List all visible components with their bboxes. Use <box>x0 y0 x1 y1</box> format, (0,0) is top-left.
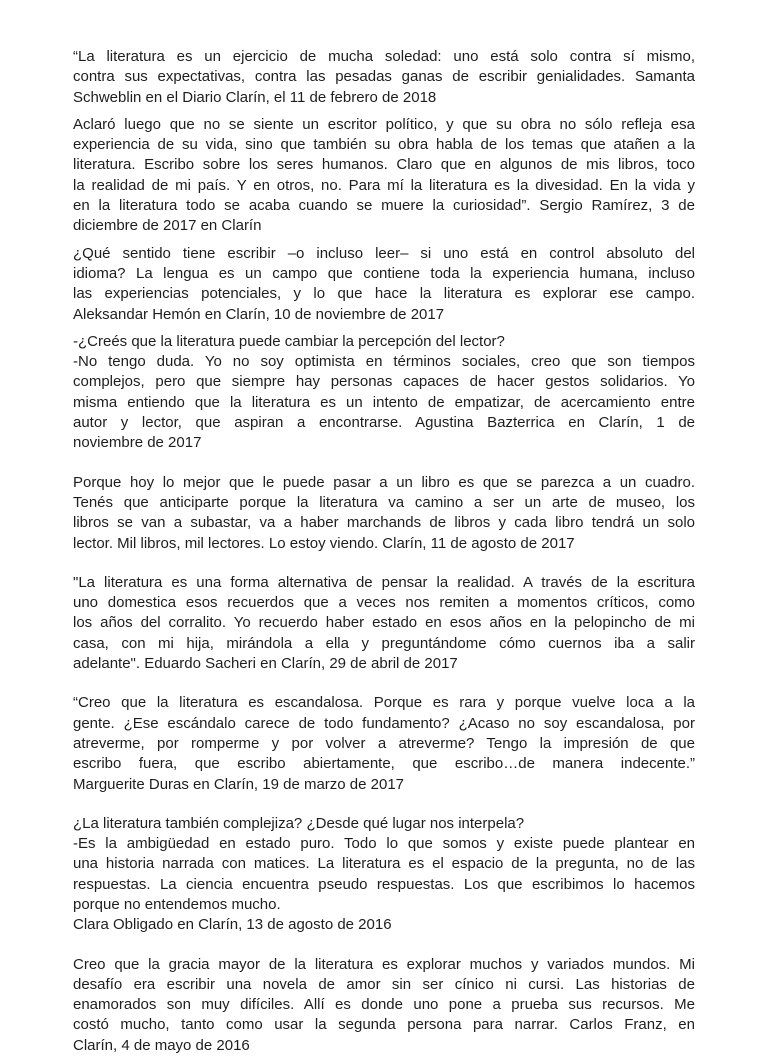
text-line: lector. Mil libros, mil lectores. Lo estoy viendo. Clarín, 11 de agosto de 2017 <box>73 534 575 552</box>
text-line: ¿La literatura también complejiza? ¿Desde qué lugar nos interpela? <box>73 814 525 832</box>
text-line: Aclaró luego que no se siente un escritor político, y que su obra no sólo refleja esa <box>73 115 695 133</box>
text-line: experiencia de su vida, sino que también su obra habla de los temas que atañen a la <box>73 136 695 154</box>
text-line: desafío era escribir una novela de amor sin ser cínico ni cursi. Las historias de <box>73 975 695 993</box>
text-line: libros se van a subastar, va a haber marchands de libros y cada libro tendrá un solo <box>73 514 695 532</box>
text-line: gente. ¿Ese escándalo carece de todo fundamento? ¿Acaso no soy escandalosa, por <box>73 714 695 732</box>
text-line: los años del corralito. Yo recuerdo haber estado en esos años en la pelopincho de mi <box>73 614 695 632</box>
text-line: Marguerite Duras en Clarín, 19 de marzo de 2017 <box>73 775 405 793</box>
text-line: idioma? La lengua es un campo que contiene toda la experiencia humana, incluso <box>73 264 695 282</box>
text-line: -Es la ambigüedad en estado puro. Todo lo que somos y existe puede plantear en <box>73 835 695 853</box>
text-line: porque no entendemos mucho. <box>73 895 281 913</box>
text-line: casa, con mi hija, mirándola a ella y preguntándome cómo cuernos iba a salir <box>73 634 695 652</box>
text-line: "La literatura es una forma alternativa de pensar la realidad. A través de la escritura <box>73 573 695 591</box>
text-line: uno domestica esos recuerdos que a veces nos remiten a momentos críticos, como <box>73 594 695 612</box>
text-line: misma entiendo que la literatura es un intento de empatizar, de acercamiento entre <box>73 393 695 411</box>
text-line: escribo fuera, que escribo abiertamente, que escribo…de manera indecente.” <box>73 755 695 773</box>
quote-paragraph <box>73 115 695 237</box>
document-page <box>73 47 695 1056</box>
quote-paragraph <box>73 955 695 1056</box>
text-line: Tenés que anticiparte porque la literatura va camino a ser un arte de museo, los <box>73 493 695 511</box>
quote-paragraph <box>73 473 695 554</box>
text-line: Aleksandar Hemón en Clarín, 10 de noviembre de 2017 <box>73 305 445 323</box>
text-line: ¿Qué sentido tiene escribir –o incluso leer– si uno está en control absoluto del <box>73 244 695 262</box>
text-line: Clara Obligado en Clarín, 13 de agosto de 2016 <box>73 916 392 934</box>
text-line: Creo que la gracia mayor de la literatura es explorar muchos y variados mundos. Mi <box>73 955 695 973</box>
text-line: literatura. Escribo sobre los seres humanos. Claro que en algunos de mis libros, toco <box>73 156 695 174</box>
text-line: la realidad de mi país. Y en otros, no. Para mí la literatura es la divesidad. En la vida y <box>73 176 695 194</box>
quote-paragraph <box>73 693 695 794</box>
text-line: atreverme, por romperme y por volver a atreverme? Tengo la impresión de que <box>73 734 695 752</box>
text-line: “Creo que la literatura es escandalosa. Porque es rara y porque vuelve loca a la <box>73 694 695 712</box>
quote-paragraph <box>73 814 695 936</box>
text-line: autor y lector, que aspiran a encontrarse. Agustina Bazterrica en Clarín, 1 de <box>73 414 695 432</box>
text-line: Clarín, 4 de mayo de 2016 <box>73 1036 250 1054</box>
quote-paragraph <box>73 244 695 325</box>
text-line: contra sus expectativas, contra las pesadas ganas de escribir genialidades. Samanta <box>73 68 695 86</box>
text-line: -No tengo duda. Yo no soy optimista en términos sociales, creo que son tiempos <box>73 353 695 371</box>
text-line: adelante". Eduardo Sacheri en Clarín, 29 de abril de 2017 <box>73 655 458 673</box>
quote-paragraph <box>73 332 695 454</box>
text-line: complejos, pero que siempre hay personas capaces de hacer gestos solidarios. Yo <box>73 373 695 391</box>
text-line: una historia narrada con matices. La literatura es el espacio de la pregunta, no de las <box>73 855 695 873</box>
quote-paragraph <box>73 573 695 674</box>
text-line: noviembre de 2017 <box>73 434 202 452</box>
text-line: costó mucho, tanto como usar la segunda persona para narrar. Carlos Franz, en <box>73 1016 695 1034</box>
quote-paragraph <box>73 47 695 108</box>
text-line: en la literatura todo se acaba cuando se muere la curiosidad”. Sergio Ramírez, 3 de <box>73 197 695 215</box>
text-line: respuestas. La ciencia encuentra pseudo respuestas. Los que escribimos lo hacemos <box>73 875 695 893</box>
text-line: Schweblin en el Diario Clarín, el 11 de febrero de 2018 <box>73 88 437 106</box>
text-line: “La literatura es un ejercicio de mucha soledad: uno está solo contra sí mismo, <box>73 48 695 65</box>
text-line: Porque hoy lo mejor que le puede pasar a un libro es que se parezca a un cuadro. <box>73 473 695 491</box>
text-line: las experiencias potenciales, y lo que hace la literatura es explorar ese campo. <box>73 285 695 303</box>
text-line: diciembre de 2017 en Clarín <box>73 217 262 235</box>
text-line: -¿Creés que la literatura puede cambiar la percepción del lector? <box>73 332 505 350</box>
text-line: enamorados son muy difíciles. Allí es donde uno pone a prueba sus recursos. Me <box>73 996 695 1014</box>
